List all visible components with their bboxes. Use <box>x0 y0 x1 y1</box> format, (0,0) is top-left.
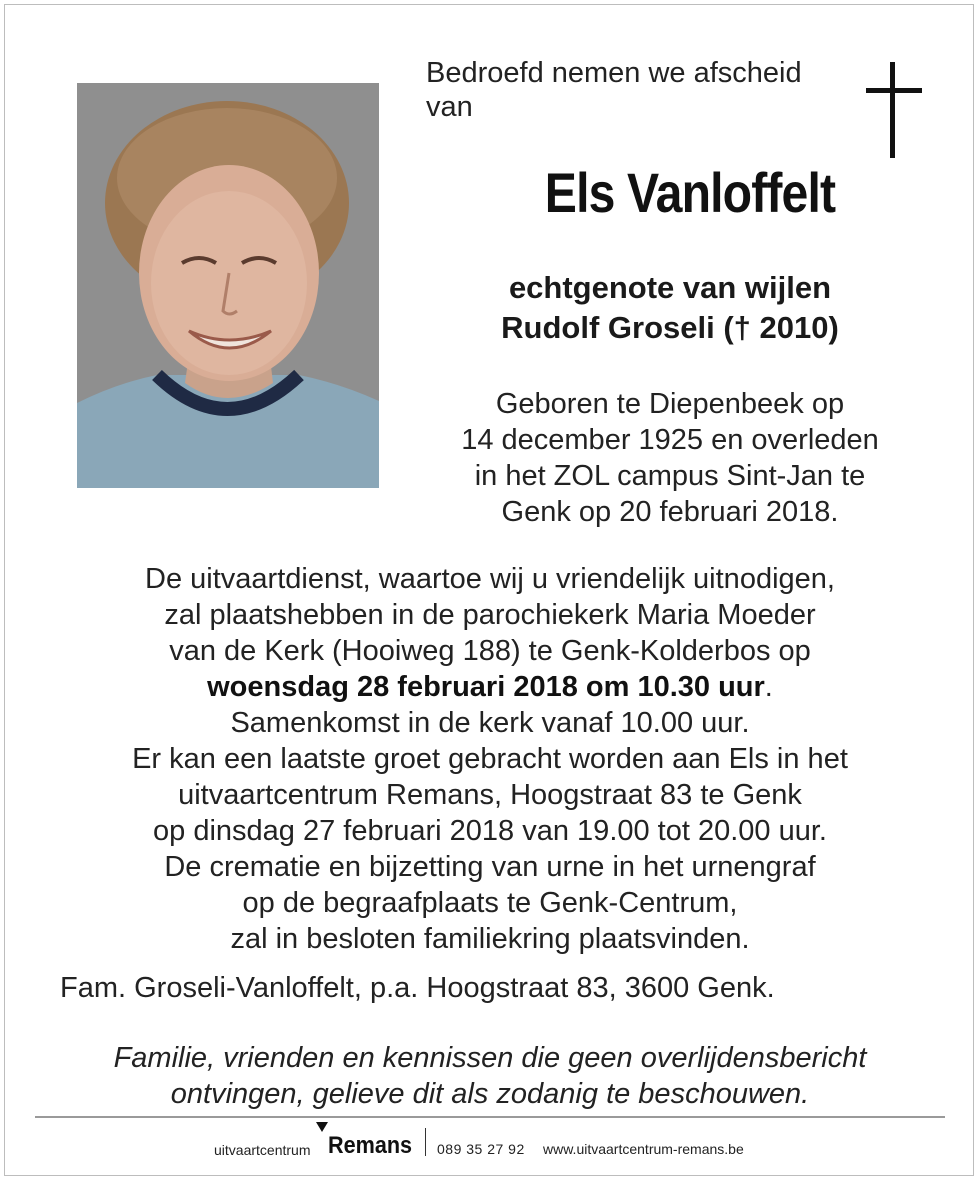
funeral-line: zal plaatshebben in de parochiekerk Maria Moeder <box>164 599 816 631</box>
spouse-line-2: Rudolf Groseli († 2010) <box>501 310 839 345</box>
funeral-line: op dinsdag 27 februari 2018 van 19.00 tot 20.00 uur. <box>153 815 827 847</box>
birth-line: Geboren te Diepenbeek op <box>495 388 845 420</box>
footer <box>0 1128 980 1168</box>
funeral-line: van de Kerk (Hooiweg 188) te Genk-Kolderbos op <box>169 635 811 667</box>
birth-line: Genk op 20 februari 2018. <box>501 496 839 528</box>
footer-separator <box>425 1128 426 1156</box>
funeral-line: op de begraafplaats te Genk-Centrum, <box>242 887 738 919</box>
notice-line: ontvingen, gelieve dit als zodanig te beschouwen. <box>170 1078 810 1110</box>
portrait-illustration <box>77 83 379 488</box>
birth-line: 14 december 1925 en overleden <box>461 424 879 456</box>
funeral-line: De crematie en bijzetting van urne in het urnengraf <box>164 851 816 883</box>
spouse-line-1: echtgenote van wijlen <box>508 270 832 305</box>
brand-name: Remans <box>328 1132 413 1159</box>
birth-line: in het ZOL campus Sint-Jan te <box>474 460 866 492</box>
funeral-date-suffix: . <box>764 671 773 703</box>
funeral-line: Er kan een laatste groet gebracht worden aan Els in het <box>132 743 848 775</box>
phone-number: 089 35 27 92 <box>437 1141 525 1157</box>
funeral-details <box>60 561 920 957</box>
family-address: Fam. Groseli-Vanloffelt, p.a. Hoogstraat 83, 3600 Genk. <box>60 972 775 1004</box>
intro-text: Bedroefd nemen we afscheid van <box>426 57 802 123</box>
notice-line: Familie, vrienden en kennissen die geen overlijdensbericht <box>113 1042 867 1074</box>
funeral-line: uitvaartcentrum Remans, Hoogstraat 83 te Genk <box>178 779 802 811</box>
website-link[interactable]: www.uitvaartcentrum-remans.be <box>543 1141 744 1157</box>
cross-icon <box>866 62 922 158</box>
brand-prefix: uitvaartcentrum <box>214 1142 311 1158</box>
funeral-line: Samenkomst in de kerk vanaf 10.00 uur. <box>230 707 750 739</box>
portrait-photo <box>77 83 379 488</box>
notice-text <box>60 1040 920 1112</box>
footer-divider <box>35 1116 945 1118</box>
funeral-date: woensdag 28 februari 2018 om 10.30 uur <box>207 671 765 703</box>
funeral-date-line <box>60 669 920 705</box>
birth-death-block <box>420 386 920 530</box>
deceased-name: Els Vanloffelt <box>544 161 836 224</box>
spouse-block <box>420 268 920 348</box>
triangle-marker-icon <box>316 1122 328 1132</box>
funeral-line: De uitvaartdienst, waartoe wij u vriendelijk uitnodigen, <box>145 563 835 595</box>
funeral-line: zal in besloten familiekring plaatsvinden. <box>230 923 750 955</box>
